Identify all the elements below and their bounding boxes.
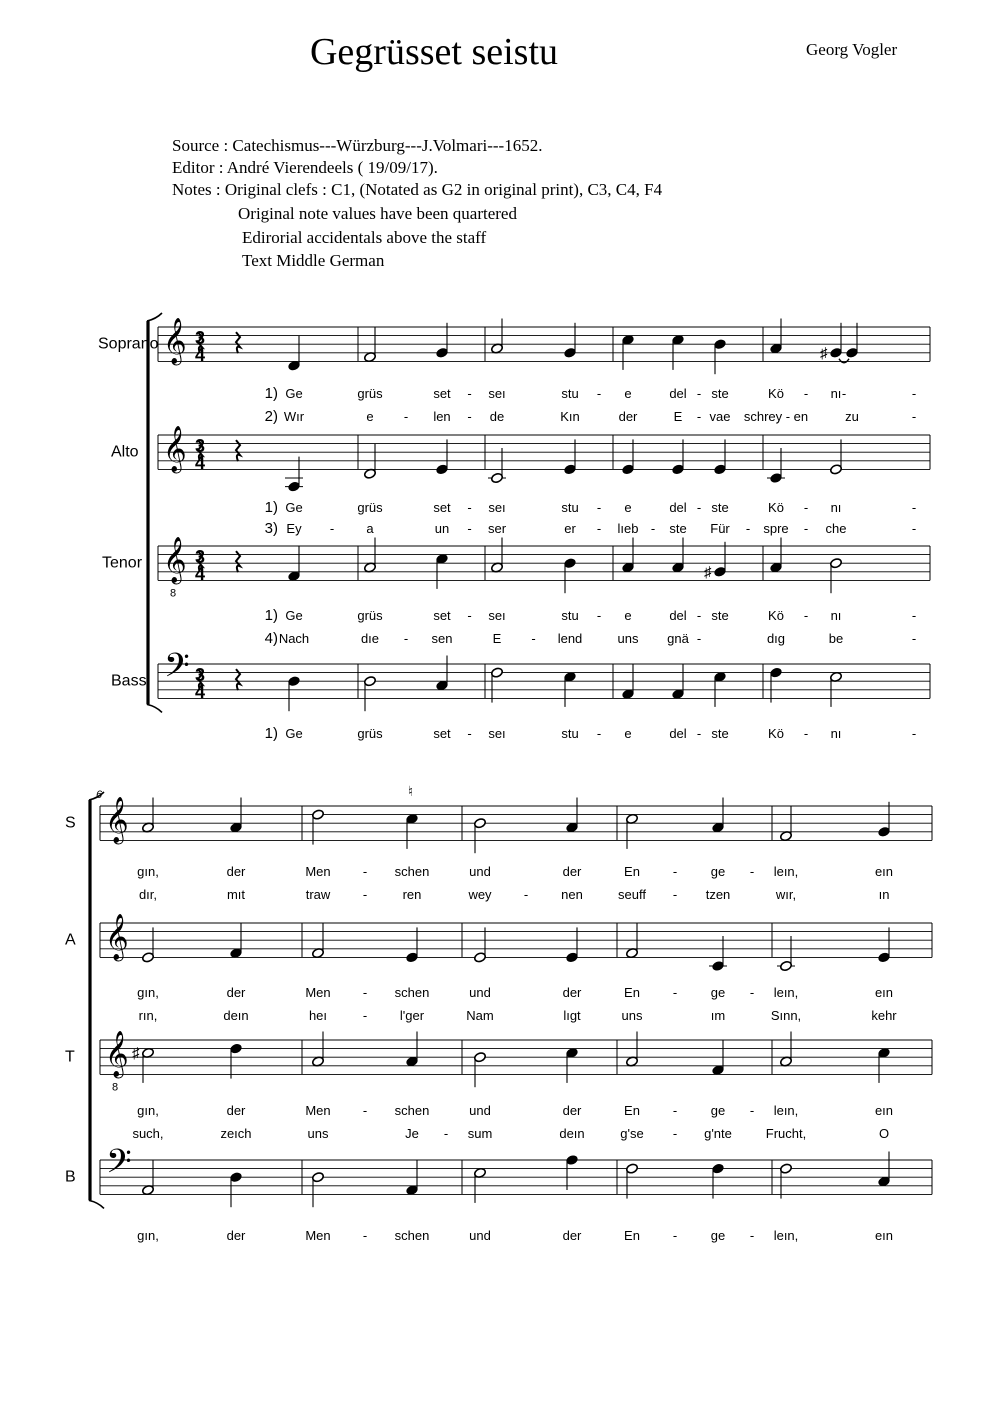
lyric-syllable: E (673, 409, 683, 424)
lyric-syllable: nen (561, 887, 583, 902)
lyric-syllable: Kın (560, 409, 580, 424)
lyric-syllable: zu (845, 409, 859, 424)
lyric-syllable: E (492, 631, 502, 646)
verse-number: 4) (264, 630, 278, 647)
lyric-hyphen: - (467, 726, 472, 741)
lyric-hyphen: - (672, 1103, 678, 1118)
lyric-syllable: gın, (137, 1103, 159, 1118)
lyric-hyphen: - (841, 386, 847, 401)
lyric-hyphen: - (803, 521, 809, 536)
lyric-syllable: Kö (768, 608, 784, 623)
lyric-hyphen: - (467, 608, 472, 623)
lyric-syllable: Men (305, 1103, 331, 1118)
voice-label: Bass (111, 672, 147, 690)
lyric-syllable: e (624, 500, 632, 515)
lyric-syllable: der (226, 864, 246, 879)
lyric-hyphen: - (467, 386, 472, 401)
lyric-syllable: deın (559, 1126, 585, 1141)
lyric-syllable: de (489, 409, 505, 424)
lyric-syllable: schrey - en (743, 409, 809, 424)
lyric-syllable: eın (874, 1103, 894, 1118)
lyric-hyphen: - (696, 726, 702, 741)
lyric-syllable: der (562, 985, 582, 1000)
treble-clef-icon: 𝄞 (105, 798, 129, 843)
lyric-syllable: En (624, 985, 640, 1000)
editor-line: Editor : André Vierendeels ( 19/09/17). (172, 158, 438, 177)
lyric-syllable: set (433, 726, 451, 741)
lyric-syllable: und (469, 864, 491, 879)
composer-name: Georg Vogler (806, 40, 898, 59)
lyric-syllable: und (469, 1228, 491, 1243)
voice-label: B (65, 1168, 76, 1186)
lyric-syllable: len (433, 409, 451, 424)
voice-label: Soprano (98, 335, 159, 353)
bracket-bottom-hook (89, 1200, 104, 1208)
lyric-syllable: set (433, 500, 451, 515)
lyric-syllable: grüs (357, 608, 383, 623)
lyric-syllable: O (878, 1126, 890, 1141)
treble-clef-icon: 𝄞 (163, 538, 187, 583)
lyric-syllable: wey (468, 887, 492, 902)
lyric-syllable: del (669, 386, 687, 401)
lyric-syllable: nı (830, 726, 842, 741)
lyric-syllable: ge (710, 864, 726, 879)
lyric-hyphen: - (596, 608, 602, 623)
sharp-accidental: ♯ (820, 344, 828, 362)
lyric-syllable: l'ger (399, 1008, 425, 1023)
lyric-syllable: che (825, 521, 847, 536)
bass-clef-icon: 𝄢 (106, 1143, 132, 1188)
lyric-hyphen: - (596, 500, 602, 515)
lyric-syllable: stu (561, 500, 579, 515)
lyric-syllable: sum (467, 1126, 493, 1141)
lyric-syllable: seı (488, 608, 506, 623)
lyric-syllable: e (624, 386, 632, 401)
lyric-syllable: heı (308, 1008, 328, 1023)
lyric-syllable: leın, (773, 1103, 799, 1118)
lyric-syllable: stu (561, 386, 579, 401)
lyric-hyphen: - (696, 386, 702, 401)
lyric-hyphen: - (596, 726, 602, 741)
bass-clef-icon: 𝄢 (164, 647, 190, 692)
accidentals-line: Edirorial accidentals above the staff (242, 228, 487, 247)
lyric-syllable: Kö (768, 386, 784, 401)
lyric-syllable: der (562, 864, 582, 879)
voice-label: A (65, 931, 76, 949)
lyric-syllable: grüs (357, 386, 383, 401)
lyric-syllable: gnä (667, 631, 689, 646)
verse-number: 1) (264, 725, 278, 742)
voice-label: S (65, 814, 76, 832)
lyric-syllable: ste (669, 521, 687, 536)
lyric-hyphen: - (911, 726, 917, 741)
editorial-natural-accidental: ♮ (408, 783, 414, 799)
lyric-syllable: der (562, 1228, 582, 1243)
verse-number: 1) (264, 499, 278, 516)
treble-clef-icon: 𝄞 (105, 915, 129, 960)
page-title: Gegrüsset seistu (309, 31, 559, 73)
lyric-syllable: leın, (773, 864, 799, 879)
lyric-hyphen: - (803, 386, 809, 401)
lyric-syllable: e (366, 409, 374, 424)
lyric-syllable: Frucht, (765, 1126, 807, 1141)
time-signature-numerator: 3 (195, 546, 206, 567)
lyric-hyphen: - (596, 386, 602, 401)
lyric-syllable: schen (394, 1103, 430, 1118)
time-signature-numerator: 3 (195, 664, 206, 685)
octave-mark: 8 (170, 587, 177, 600)
lyric-hyphen: - (696, 409, 702, 424)
lyric-syllable: grüs (357, 726, 383, 741)
lyric-syllable: und (469, 1103, 491, 1118)
lyric-syllable: leın, (773, 985, 799, 1000)
lyric-hyphen: - (467, 409, 472, 424)
lyric-syllable: der (226, 1228, 246, 1243)
lyric-hyphen: - (329, 521, 335, 536)
lyric-hyphen: - (911, 608, 917, 623)
lyric-syllable: g'nte (704, 1126, 732, 1141)
lyric-syllable: eın (874, 985, 894, 1000)
lyric-syllable: Ge (285, 726, 303, 741)
lyric-syllable: spre (763, 521, 789, 536)
note-values-line: Original note values have been quartered (238, 204, 517, 223)
lyric-syllable: be (828, 631, 844, 646)
lyric-syllable: zeıch (220, 1126, 252, 1141)
lyric-syllable: Nach (278, 631, 310, 646)
lyric-syllable: sen (431, 631, 453, 646)
lyric-hyphen: - (745, 521, 751, 536)
lyric-syllable: Kö (768, 500, 784, 515)
lyric-syllable: nı (830, 500, 842, 515)
lyric-syllable: gın, (137, 1228, 159, 1243)
lyric-syllable: und (469, 985, 491, 1000)
time-signature-denominator: 4 (195, 452, 206, 473)
lyric-syllable: rın, (138, 1008, 158, 1023)
lyric-hyphen: - (403, 409, 409, 424)
verse-number: 1) (264, 385, 278, 402)
sharp-accidental: ♯ (132, 1044, 140, 1062)
verse-number: 2) (264, 408, 278, 425)
time-signature-numerator: 3 (195, 435, 206, 456)
lyric-syllable: dıe (360, 631, 380, 646)
lyric-syllable: Wır (283, 409, 305, 424)
voice-label: T (65, 1048, 75, 1066)
lyric-syllable: mıt (226, 887, 246, 902)
lyric-hyphen: - (911, 521, 917, 536)
measure-number: 6 (96, 789, 103, 801)
lyric-syllable: traw (305, 887, 331, 902)
lyric-syllable: En (624, 1228, 640, 1243)
lyric-syllable: Sınn, (770, 1008, 802, 1023)
lyric-syllable: lıgt (563, 1008, 581, 1023)
lyric-hyphen: - (803, 726, 809, 741)
lyric-syllable: ste (711, 386, 729, 401)
lyric-hyphen: - (911, 500, 917, 515)
lyric-syllable: lıeb (617, 521, 639, 536)
lyric-syllable: Nam (466, 1008, 494, 1023)
voice-label: Tenor (102, 554, 143, 572)
notes-line: Notes : Original clefs : C1, (Notated as G2 in original print), C3, C4, F4 (172, 180, 663, 199)
bracket-bottom-hook (147, 704, 162, 712)
lyric-hyphen: - (362, 887, 368, 902)
lyric-hyphen: - (531, 631, 536, 646)
lyric-syllable: e (624, 726, 632, 741)
lyric-syllable: Ge (285, 608, 303, 623)
lyric-syllable: nı (830, 608, 842, 623)
lyric-hyphen: - (672, 864, 678, 879)
lyric-syllable: ste (711, 608, 729, 623)
lyric-syllable: leın, (773, 1228, 799, 1243)
lyric-syllable: set (433, 386, 451, 401)
octave-mark: 8 (112, 1081, 119, 1094)
lyric-syllable: Für (710, 521, 730, 536)
lyric-hyphen: - (443, 1126, 449, 1141)
lyric-syllable: e (624, 608, 632, 623)
lyric-syllable: eın (874, 1228, 894, 1243)
lyric-syllable: gın, (137, 864, 159, 879)
lyric-hyphen: - (803, 500, 809, 515)
lyric-syllable: Kö (768, 726, 784, 741)
lyric-syllable: set (433, 608, 451, 623)
lyric-syllable: Men (305, 1228, 331, 1243)
lyric-syllable: ge (710, 985, 726, 1000)
lyric-syllable: vae (709, 409, 731, 424)
lyric-syllable: del (669, 726, 687, 741)
lyric-syllable: schen (394, 864, 430, 879)
lyric-syllable: Ge (285, 500, 303, 515)
text-language-line: Text Middle German (242, 251, 385, 270)
lyric-hyphen: - (467, 500, 472, 515)
verse-number: 1) (264, 607, 278, 624)
lyric-syllable: kehr (871, 1008, 897, 1023)
lyric-syllable: tzen (705, 887, 731, 902)
lyric-hyphen: - (749, 1103, 755, 1118)
verse-number: 3) (264, 520, 278, 537)
lyric-hyphen: - (362, 1008, 368, 1023)
lyric-hyphen: - (362, 985, 368, 1000)
lyric-syllable: ren (402, 887, 422, 902)
lyric-hyphen: - (911, 631, 917, 646)
time-signature-denominator: 4 (195, 563, 206, 584)
lyric-syllable: ge (710, 1228, 726, 1243)
lyric-syllable: un (434, 521, 450, 536)
time-signature-numerator: 3 (195, 327, 206, 348)
lyric-syllable: schen (394, 985, 430, 1000)
lyric-syllable: Ey (286, 521, 302, 536)
lyric-syllable: ste (711, 726, 729, 741)
lyric-hyphen: - (696, 631, 702, 646)
lyric-syllable: nı (830, 386, 842, 401)
lyric-syllable: der (226, 985, 246, 1000)
lyric-syllable: stu (561, 608, 579, 623)
lyric-syllable: seı (488, 500, 506, 515)
lyric-hyphen: - (749, 864, 755, 879)
lyric-hyphen: - (596, 521, 602, 536)
lyric-syllable: schen (394, 1228, 430, 1243)
lyric-syllable: En (624, 1103, 640, 1118)
lyric-hyphen: - (672, 1126, 678, 1141)
lyric-syllable: del (669, 500, 687, 515)
lyric-syllable: gın, (137, 985, 159, 1000)
source-line: Source : Catechismus---Würzburg---J.Volmari---1652. (172, 136, 543, 155)
lyric-syllable: dıg (766, 631, 786, 646)
lyric-syllable: such, (132, 1126, 164, 1141)
lyric-hyphen: - (911, 409, 917, 424)
lyric-hyphen: - (650, 521, 656, 536)
lyric-syllable: stu (561, 726, 579, 741)
lyric-syllable: er (564, 521, 576, 536)
lyric-hyphen: - (672, 985, 678, 1000)
treble-clef-icon: 𝄞 (163, 319, 187, 364)
lyric-syllable: En (624, 864, 640, 879)
lyric-hyphen: - (403, 631, 409, 646)
treble-clef-icon: 𝄞 (163, 427, 187, 472)
lyric-syllable: Je (405, 1126, 419, 1141)
tie (839, 359, 849, 363)
time-signature-denominator: 4 (195, 344, 206, 365)
lyric-syllable: Ge (285, 386, 303, 401)
voice-label: Alto (111, 443, 139, 461)
lyric-syllable: der (618, 409, 638, 424)
lyric-syllable: seı (488, 726, 506, 741)
bracket-top-hook (147, 313, 162, 321)
lyric-hyphen: - (803, 608, 809, 623)
lyric-hyphen: - (696, 608, 702, 623)
lyric-syllable: g'se (620, 1126, 644, 1141)
lyric-syllable: uns (617, 631, 639, 646)
lyric-hyphen: - (696, 500, 702, 515)
lyric-hyphen: - (523, 887, 529, 902)
lyric-syllable: uns (307, 1126, 329, 1141)
sharp-accidental: ♯ (704, 563, 712, 581)
time-signature-denominator: 4 (195, 681, 206, 702)
lyric-hyphen: - (911, 386, 917, 401)
lyric-syllable: lend (557, 631, 583, 646)
lyric-syllable: ın (878, 887, 890, 902)
lyric-syllable: del (669, 608, 687, 623)
lyric-hyphen: - (672, 887, 678, 902)
lyric-syllable: a (366, 521, 374, 536)
lyric-syllable: seı (488, 386, 506, 401)
lyric-hyphen: - (467, 521, 472, 536)
lyric-syllable: Men (305, 985, 331, 1000)
lyric-syllable: ım (710, 1008, 726, 1023)
lyric-syllable: dır, (138, 887, 158, 902)
lyric-syllable: ge (710, 1103, 726, 1118)
lyric-syllable: deın (223, 1008, 249, 1023)
lyric-hyphen: - (362, 1103, 368, 1118)
lyric-hyphen: - (749, 1228, 755, 1243)
lyric-syllable: der (226, 1103, 246, 1118)
treble-clef-icon: 𝄞 (105, 1032, 129, 1077)
lyric-syllable: eın (874, 864, 894, 879)
lyric-syllable: wır, (775, 887, 797, 902)
lyric-hyphen: - (362, 864, 368, 879)
lyric-syllable: seuff (618, 887, 646, 902)
lyric-syllable: ser (487, 521, 507, 536)
lyric-syllable: ste (711, 500, 729, 515)
lyric-hyphen: - (362, 1228, 368, 1243)
lyric-syllable: der (562, 1103, 582, 1118)
lyric-syllable: uns (621, 1008, 643, 1023)
lyric-hyphen: - (749, 985, 755, 1000)
lyric-syllable: Men (305, 864, 331, 879)
lyric-hyphen: - (672, 1228, 678, 1243)
lyric-syllable: grüs (357, 500, 383, 515)
